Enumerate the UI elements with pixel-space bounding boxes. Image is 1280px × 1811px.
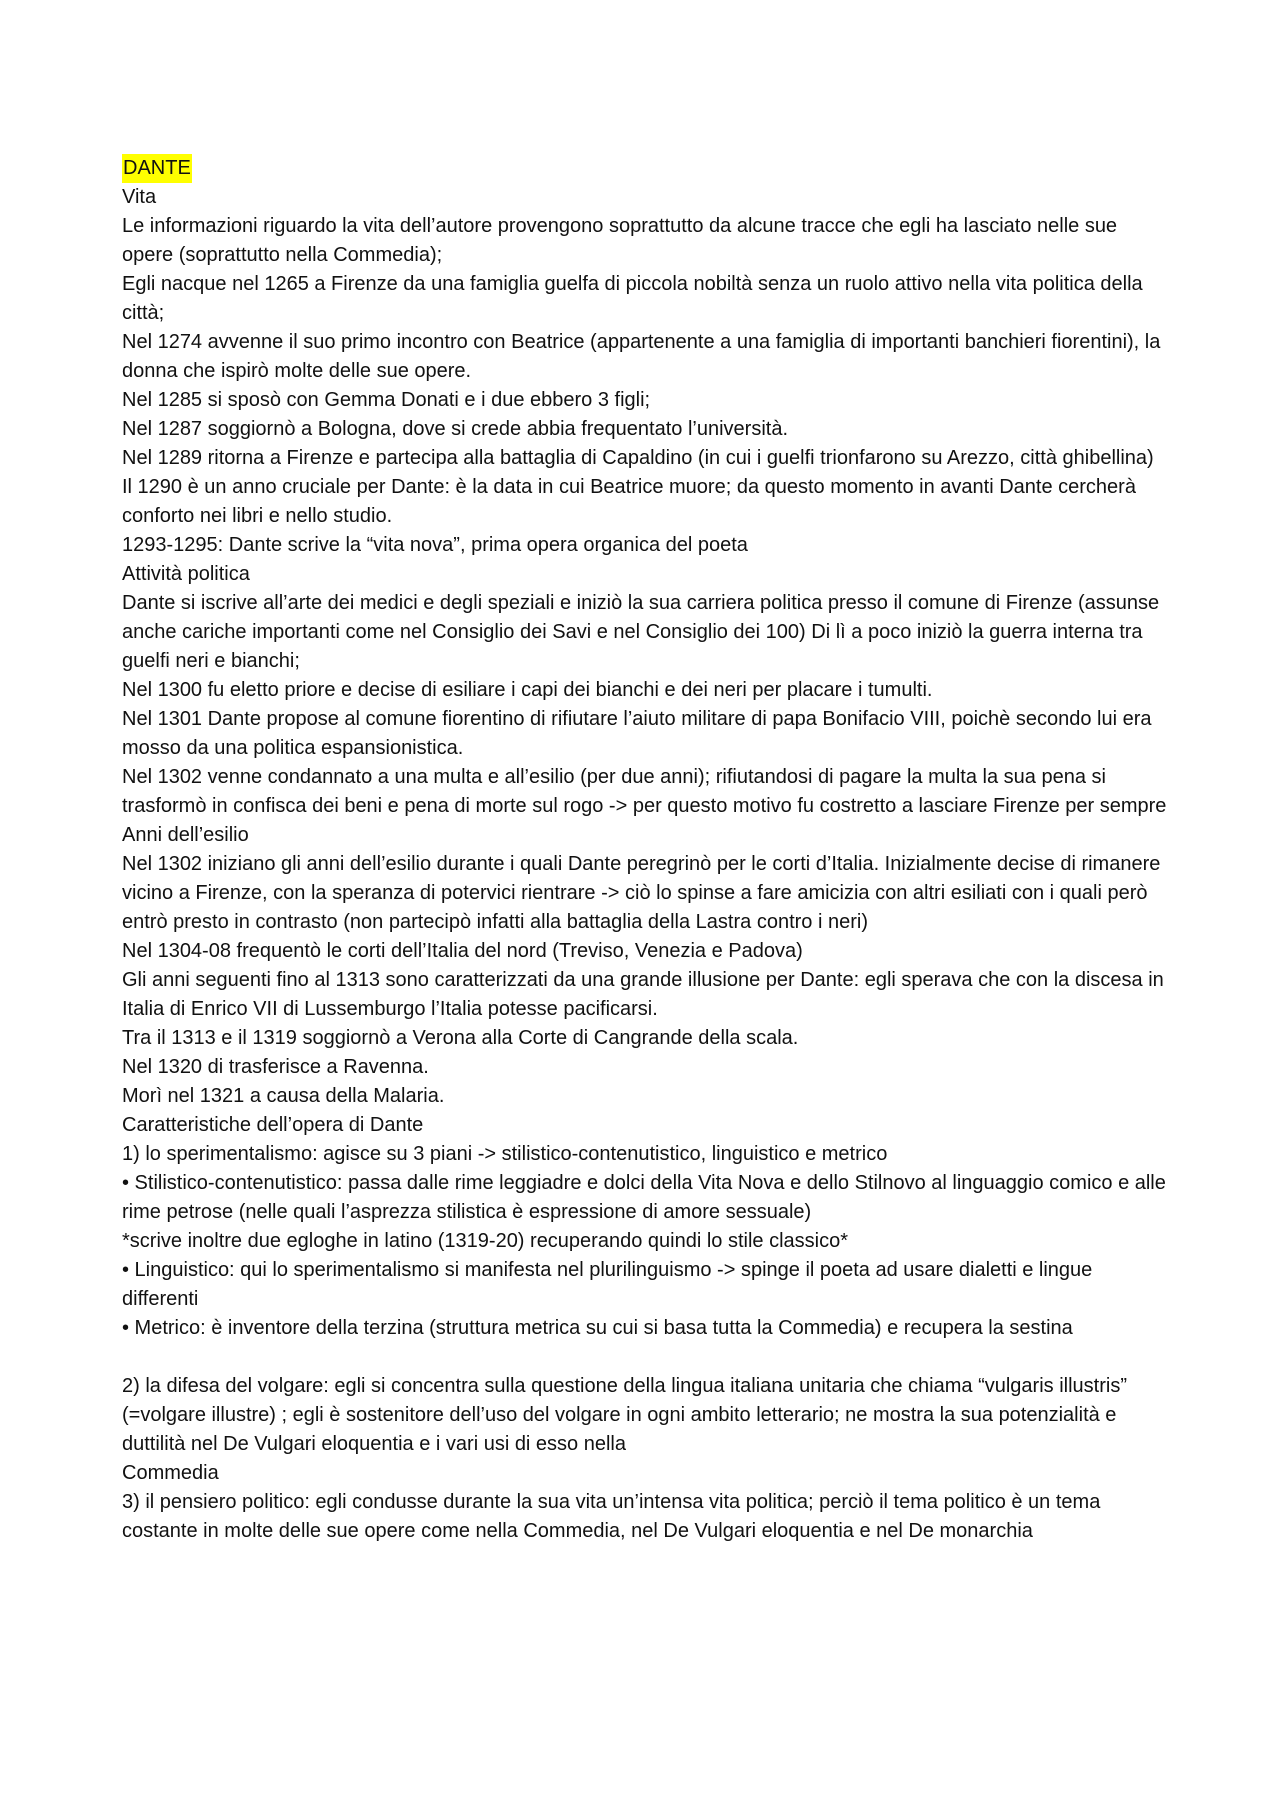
text-line: Nel 1302 venne condannato a una multa e all’esilio (per due anni); rifiutandosi di pagare la multa la sua pena si trasformò in confisca dei beni e pena di morte sul rogo -> per questo motivo fu costretto a lasciare Firenze per sempre: [122, 766, 1167, 817]
text-line: Dante si iscrive all’arte dei medici e degli speziali e iniziò la sua carriera politica presso il comune di Firenze (assunse anche cariche importanti come nel Consiglio dei Savi e nel Consiglio dei 100) Di lì a poco iniziò la guerra interna tra guelfi neri e bianchi;: [122, 592, 1160, 672]
text-line: Anni dell’esilio: [122, 824, 249, 846]
text-line: *scrive inoltre due egloghe in latino (1319-20) recuperando quindi lo stile classico*: [122, 1230, 848, 1252]
text-line: [122, 1343, 1172, 1372]
text-line: • Metrico: è inventore della terzina (struttura metrica su cui si basa tutta la Commedia) e recupera la sestina: [122, 1317, 1073, 1339]
text-line: 2) la difesa del volgare: egli si concentra sulla questione della lingua italiana unitaria che chiama “vulgaris illustris” (=volgare illustre) ; egli è sostenitore dell’uso del volgare in ogni ambito letterario; ne mostra la sua potenzialità e duttilità nel De Vulgari eloquentia e i vari usi di esso nella: [122, 1375, 1127, 1455]
text-line: Nel 1304-08 frequentò le corti dell’Italia del nord (Treviso, Venezia e Padova): [122, 940, 803, 962]
text-line: Commedia: [122, 1462, 219, 1484]
text-line: Nel 1285 si sposò con Gemma Donati e i due ebbero 3 figli;: [122, 389, 651, 411]
text-line: • Linguistico: qui lo sperimentalismo si manifesta nel plurilinguismo -> spinge il poeta ad usare dialetti e lingue differenti: [122, 1259, 1093, 1310]
text-line: Caratteristiche dell’opera di Dante: [122, 1114, 424, 1136]
text-line: Morì nel 1321 a causa della Malaria.: [122, 1085, 445, 1107]
text-line: Nel 1289 ritorna a Firenze e partecipa alla battaglia di Capaldino (in cui i guelfi trionfarono su Arezzo, città ghibellina): [122, 447, 1154, 469]
text-line: 3) il pensiero politico: egli condusse durante la sua vita un’intensa vita politica; perciò il tema politico è un tema costante in molte delle sue opere come nella Commedia, nel De Vulgari eloquentia e nel De monarchia: [122, 1491, 1101, 1542]
text-line: Attività politica: [122, 563, 250, 585]
text-line: Il 1290 è un anno cruciale per Dante: è la data in cui Beatrice muore; da questo momento in avanti Dante cercherà conforto nei libri e nello studio.: [122, 476, 1136, 527]
text-line: Nel 1302 iniziano gli anni dell’esilio durante i quali Dante peregrinò per le corti d’Italia. Inizialmente decise di rimanere vicino a Firenze, con la speranza di potervici rientrare -> ciò lo spinse a fare amicizia con altri esiliati con i quali però entrò presto in contrasto (non partecipò infatti alla battaglia della Lastra contro i neri): [122, 853, 1161, 933]
text-line: Tra il 1313 e il 1319 soggiornò a Verona alla Corte di Cangrande della scala.: [122, 1027, 799, 1049]
text-line: Vita: [122, 186, 157, 208]
document-text: [122, 183, 1172, 1546]
text-line: • Stilistico-contenutistico: passa dalle rime leggiadre e dolci della Vita Nova e dello Stilnovo al linguaggio comico e alle rime petrose (nelle quali l’asprezza stilistica è espressione di amore sessuale): [122, 1172, 1166, 1223]
text-line: 1293-1295: Dante scrive la “vita nova”, prima opera organica del poeta: [122, 534, 748, 556]
text-line: Gli anni seguenti fino al 1313 sono caratterizzati da una grande illusione per Dante: egli sperava che con la discesa in Italia di Enrico VII di Lussemburgo l’Italia potesse pacificarsi.: [122, 969, 1164, 1020]
document-body: [122, 154, 1172, 1546]
text-line: Egli nacque nel 1265 a Firenze da una famiglia guelfa di piccola nobiltà senza un ruolo attivo nella vita politica della città;: [122, 273, 1143, 324]
text-line: Nel 1301 Dante propose al comune fiorentino di rifiutare l’aiuto militare di papa Bonifacio VIII, poichè secondo lui era mosso da una politica espansionistica.: [122, 708, 1152, 759]
text-line: Nel 1287 soggiornò a Bologna, dove si crede abbia frequentato l’università.: [122, 418, 788, 440]
text-line: Nel 1274 avvenne il suo primo incontro con Beatrice (appartenente a una famiglia di importanti banchieri fiorentini), la donna che ispirò molte delle sue opere.: [122, 331, 1161, 382]
text-line: Nel 1300 fu eletto priore e decise di esiliare i capi dei bianchi e dei neri per placare i tumulti.: [122, 679, 933, 701]
text-line: Nel 1320 di trasferisce a Ravenna.: [122, 1056, 429, 1078]
text-line: 1) lo sperimentalismo: agisce su 3 piani -> stilistico-contenutistico, linguistico e metrico: [122, 1143, 888, 1165]
document-title: DANTE: [122, 154, 192, 183]
text-line: Le informazioni riguardo la vita dell’autore provengono soprattutto da alcune tracce che egli ha lasciato nelle sue opere (soprattutto nella Commedia);: [122, 215, 1118, 266]
document-title-line: [122, 154, 1172, 183]
